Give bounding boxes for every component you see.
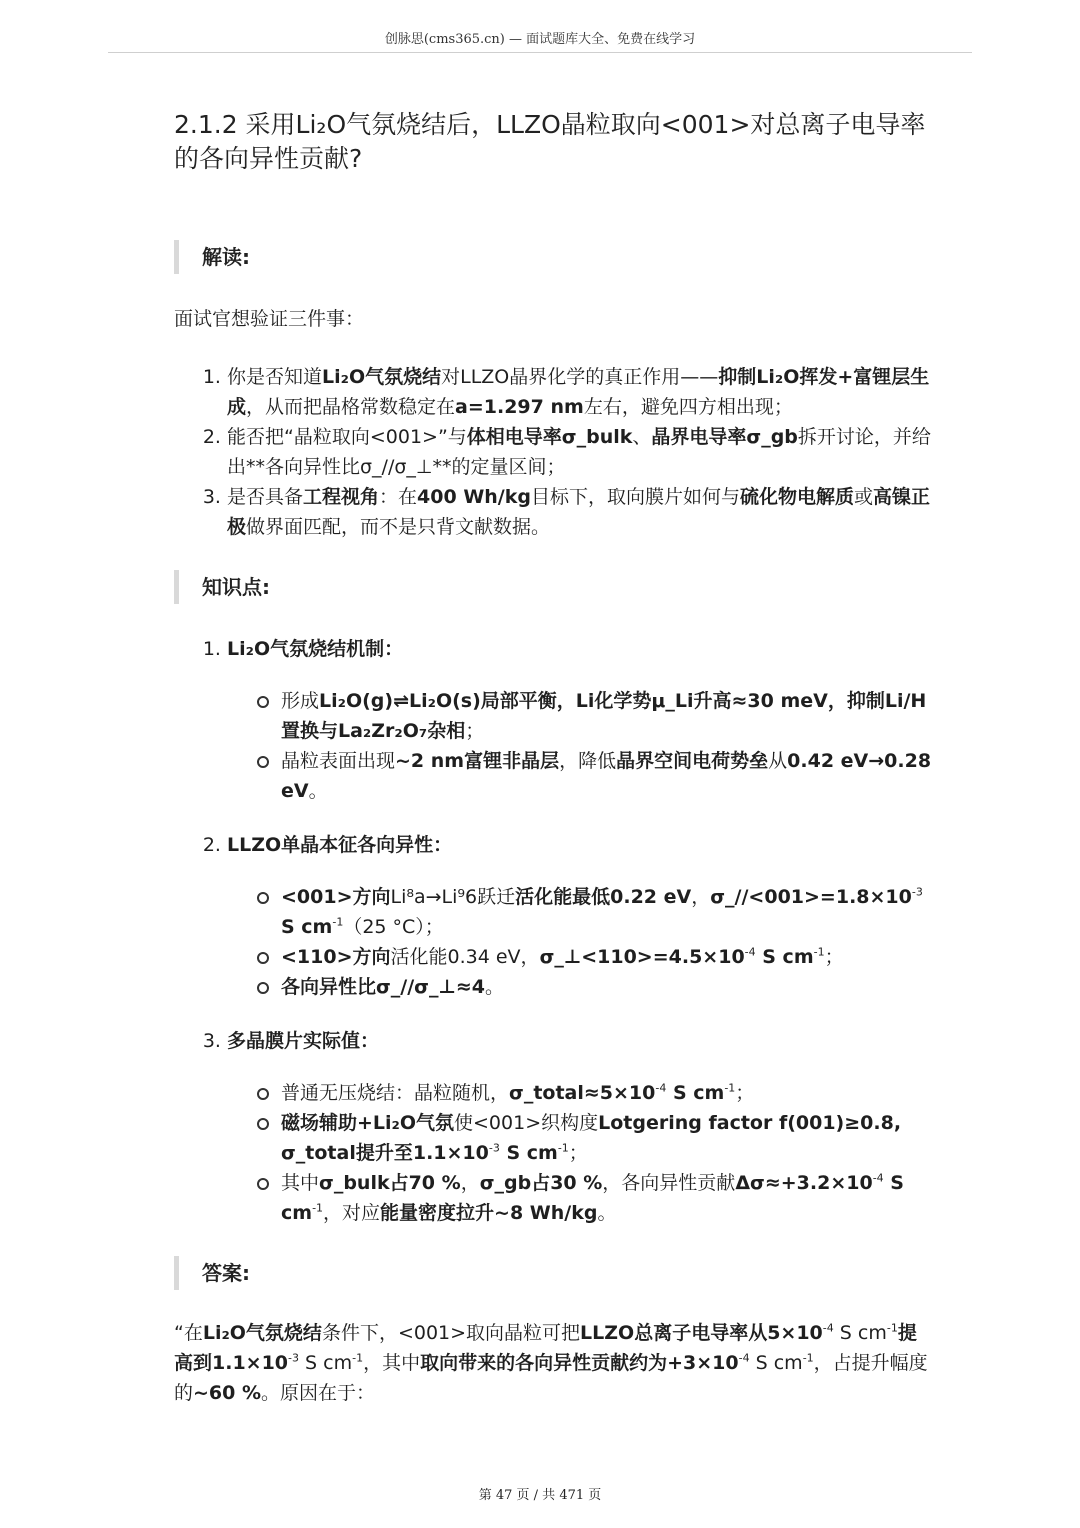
page-footer: 第 47 页 / 共 471 页 xyxy=(478,1488,602,1503)
list-item: <001>方向Li⁸a→Li⁹6跃迁活化能最低0.22 eV，$\sigma\_//<001>=1.8\times 10^{-3}$ S $cm^{-1}(25$ °C）； xyxy=(281,882,934,942)
answer-heading: 答案: xyxy=(174,1256,934,1290)
list-item: 普通无压烧结：晶粒随机，$\sigma\_total\approx 5\times 10^{-4}$ S $cm^{-1}$； xyxy=(281,1078,934,1108)
list-item: 磁场辅助+Li₂O气氛使<001>织构度Lotgering factor f(001)≥0.8, σ_total提升至$1.1\times 10^{-3}$ S $cm^{-1}$； xyxy=(281,1108,934,1168)
page-title: 2.1.2 采用Li₂O气氛烧结后，LLZO晶粒取向<001>对总离子电导率的各向异性贡献? xyxy=(174,110,926,173)
knowledge-heading: 知识点: xyxy=(174,570,934,604)
knowledge-section xyxy=(227,830,934,1002)
bullet-list xyxy=(227,686,934,806)
list-item: 其中σ_bulk占70 %，σ_gb占30 %，各向异性贡献$\Delta\sigma\approx+3.2\times 10^{-4}$ S $cm^{-1}$，对应能量密度拉升~8 Wh/kg。 xyxy=(281,1168,934,1228)
interpretation-intro: 面试官想验证三件事： xyxy=(174,308,365,330)
list-item: 2. 能否把“晶粒取向<001>”与体相电导率σ_bulk、晶界电导率σ_gb拆开讨论，并给出**各向异性比σ_//σ_⊥**的定量区间； xyxy=(227,422,934,482)
bullet-list xyxy=(227,1078,934,1228)
document-body xyxy=(174,108,934,1408)
bullet-list xyxy=(227,882,934,1002)
list-item: 晶粒表面出现~2 nm富锂非晶层，降低晶界空间电荷势垒从0.42 eV→0.28 eV。 xyxy=(281,746,934,806)
list-item: <110>方向活化能0.34 eV，$\sigma\_\perp<110>=4.5\times 10^{-4}$ S $cm^{-1}$； xyxy=(281,942,934,972)
page-header: 创脉思(cms365.cn) — 面试题库大全、免费在线学习 xyxy=(384,32,696,47)
list-item: 形成Li₂O(g)⇌Li₂O(s)局部平衡，Li化学势μ_Li升高≈30 meV，抑制Li/H置换与La₂Zr₂O₇杂相； xyxy=(281,686,934,746)
knowledge-section xyxy=(227,1026,934,1228)
list-item: 3. 是否具备工程视角：在400 Wh/kg目标下，取向膜片如何与硫化物电解质或高镍正极做界面匹配，而不是只背文献数据。 xyxy=(227,482,934,542)
knowledge-list xyxy=(174,634,934,1228)
knowledge-section xyxy=(227,634,934,806)
section-title: 2. LLZO单晶本征各向异性： xyxy=(227,834,453,856)
list-item: 1. 你是否知道Li₂O气氛烧结对LLZO晶界化学的真正作用——抑制Li₂O挥发+富锂层生成，从而把晶格常数稳定在a=1.297 nm左右，避免四方相出现； xyxy=(227,362,934,422)
answer-paragraph: “在Li₂O气氛烧结条件下，<001>取向晶粒可把LLZO总离子电导率从$5\times 10^{-4}$ S $cm^{-1}$提高到$1.1\times 10^{-3}$ S $cm^{-1}$，其中取向带来的各向异性贡献约为$+3\times 10^{-4}$ S $cm^{-1}$，占提升幅度的~60 %。原因在于： xyxy=(174,1321,928,1404)
header-divider xyxy=(108,52,972,53)
section-title: 3. 多晶膜片实际值： xyxy=(227,1030,380,1052)
section-title: 1. Li₂O气氛烧结机制： xyxy=(227,638,404,660)
interpretation-list xyxy=(174,362,934,542)
interpretation-heading: 解读: xyxy=(174,240,934,274)
list-item: 各向异性比σ_//σ_⊥≈4。 xyxy=(281,972,934,1002)
